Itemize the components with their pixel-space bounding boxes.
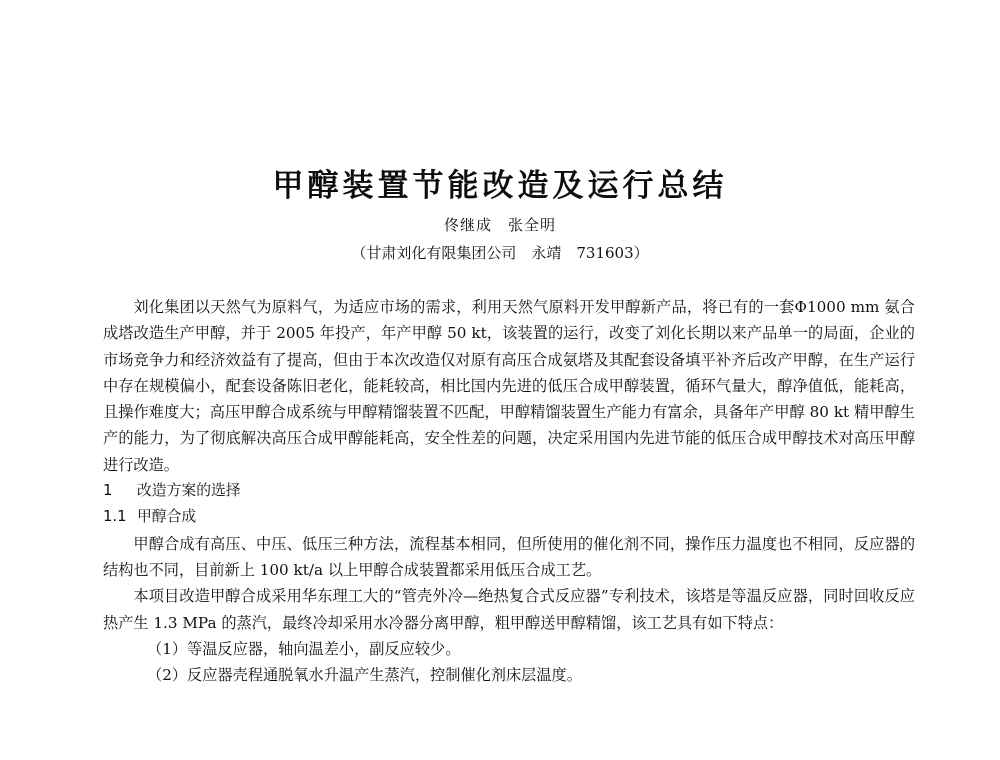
project-paragraph: 本项目改造甲醇合成采用华东理工大的“管壳外冷—绝热复合式反应器”专利技术，该塔是等温反应器，同时回收反应热产生 1.3 MPa 的蒸汽，最终冷却采用水冷器分离甲醇，粗甲醇送甲醇精馏，该工艺具有如下特点： [103, 587, 915, 632]
synthesis-paragraph: 甲醇合成有高压、中压、低压三种方法，流程基本相同，但所使用的催化剂不同，操作压力温度也不相同，反应器的结构也不同，目前新上 100 kt/a 以上甲醇合成装置都采用低压合成工艺。 [103, 534, 915, 579]
section-heading-1 [103, 478, 915, 504]
feature-list-item: （2）反应器壳程通脱氧水升温产生蒸汽，控制催化剂床层温度。 [147, 666, 582, 685]
subsection-heading-1-1 [103, 504, 915, 530]
feature-list-item: （1）等温反应器，轴向温差小，副反应较少。 [147, 639, 461, 658]
paper-title: 甲醇装置节能改造及运行总结 [272, 168, 728, 204]
paper-body [103, 294, 915, 688]
section-title: 改造方案的选择 [137, 482, 241, 500]
intro-paragraph: 刘化集团以天然气为原料气，为适应市场的需求，利用天然气原料开发甲醇新产品，将已有的一套Φ1000 mm 氨合成塔改造生产甲醇，并于 2005 年投产，年产甲醇 50 kt，该装置的运行，改变了刘化长期以来产品单一的局面，企业的市场竞争力和经济效益有了提高，但由于本次改造仅对原有高压合成氨塔及其配套设备填平补齐后改产甲醇，在生产运行中存在规模偏小，配套设备陈旧老化，能耗较高，相比国内先进的低压合成甲醇装置，循环气量大，醇净值低，能耗高，且操作难度大；高压甲醇合成系统与甲醇精馏装置不匹配，甲醇精馏装置生产能力有富余，具备年产甲醇 80 kt 精甲醇生产的能力，为了彻底解决高压合成甲醇能耗高，安全性差的问题，决定采用国内先进节能的低压合成甲醇技术对高压甲醇进行改造。 [103, 298, 915, 474]
subsection-title: 甲醇合成 [137, 508, 197, 526]
paper-affiliation: （甘肃刘化有限集团公司 永靖 731603） [351, 244, 649, 262]
subsection-number: 1.1 [103, 508, 127, 526]
section-number: 1 [103, 482, 113, 500]
paper-authors: 佟继成 张全明 [443, 216, 556, 234]
